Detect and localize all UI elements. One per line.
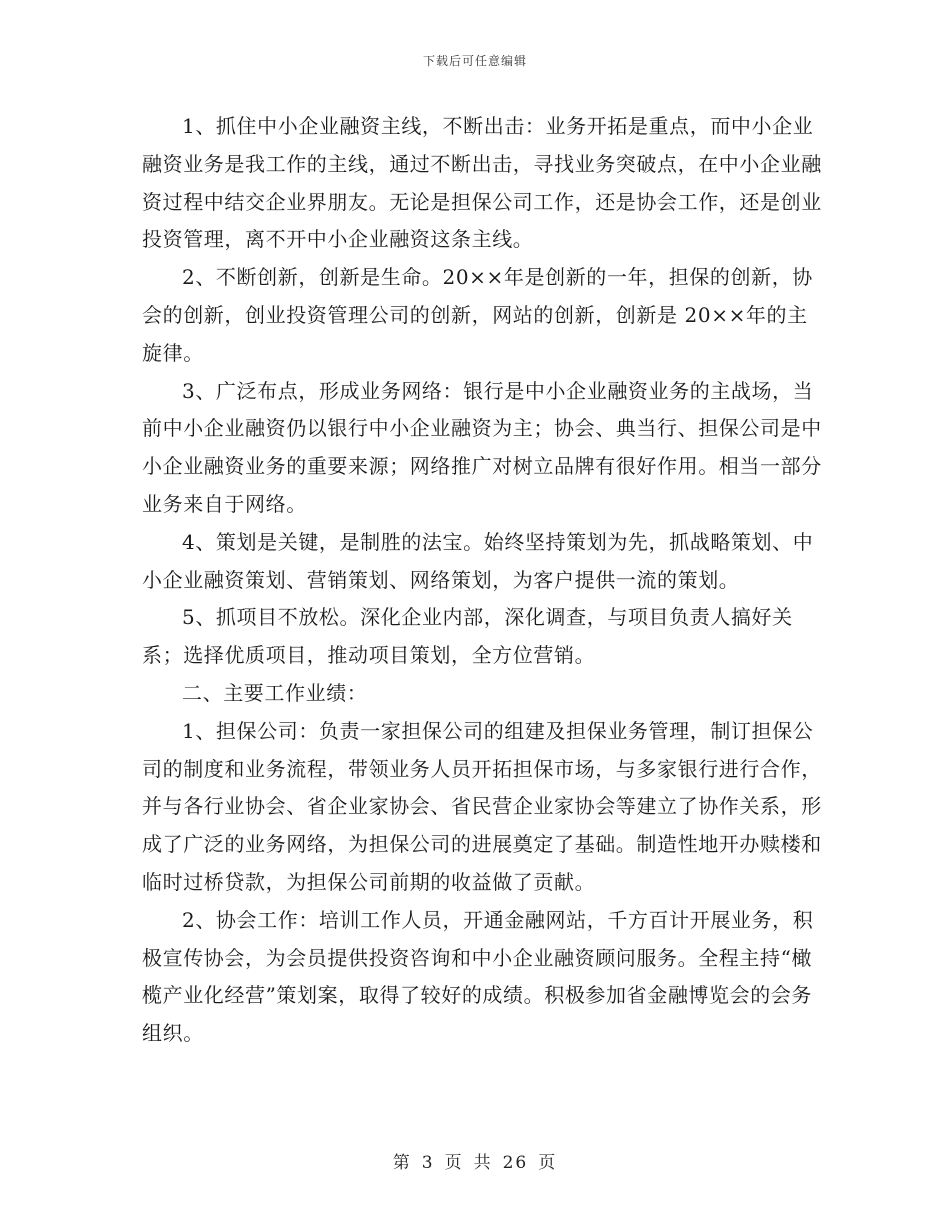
paragraph-strategy-2: 2、不断创新，创新是生命。20××年是创新的一年，担保的创新，协会的创新，创业投资管理公司的创新，网站的创新，创新是 20××年的主旋律。	[142, 265, 813, 365]
page-number-current: 3	[421, 1153, 435, 1173]
section-heading: 二、主要工作业绩：	[182, 680, 368, 705]
paragraph-strategy-3: 3、广泛布点，形成业务网络：银行是中小企业融资业务的主战场，当前中小企业融资仍以银行中小企业融资为主；协会、典当行、担保公司是中小企业融资业务的重要来源；网络推广对树立品牌有很好作用。相当一部分业务来自于网络。	[142, 378, 822, 516]
page-footer	[0, 1148, 950, 1173]
page-header: 下载后可任意编辑	[422, 54, 527, 68]
page-total-prefix: 共	[473, 1153, 493, 1173]
page-number-total: 26	[502, 1153, 529, 1173]
paragraph-strategy-1: 1、抓住中小企业融资主线，不断出击：业务开拓是重点，而中小企业融资业务是我工作的主线，通过不断出击，寻找业务突破点，在中小企业融资过程中结交企业界朋友。无论是担保公司工作，还是协会工作，还是创业投资管理，离不开中小企业融资这条主线。	[142, 114, 822, 252]
document-body	[142, 108, 828, 1053]
page-prefix: 第	[392, 1153, 412, 1173]
page-suffix: 页	[538, 1153, 558, 1173]
paragraph-strategy-5: 5、抓项目不放松。深化企业内部，深化调查，与项目负责人搞好关系；选择优质项目，推动项目策划，全方位营销。	[142, 605, 793, 668]
paragraph-achievement-1: 1、担保公司：负责一家担保公司的组建及担保业务管理，制订担保公司的制度和业务流程，带领业务人员开拓担保市场，与多家银行进行合作，并与各行业协会、省企业家协会、省民营企业家协会等建立了协作关系，形成了广泛的业务网络，为担保公司的进展奠定了基础。制造性地开办赎楼和临时过桥贷款，为担保公司前期的收益做了贡献。	[142, 718, 822, 894]
paragraph-strategy-4: 4、策划是关键，是制胜的法宝。始终坚持策划为先，抓战略策划、中小企业融资策划、营销策划、网络策划，为客户提供一流的策划。	[142, 529, 814, 592]
page-mid: 页	[444, 1153, 464, 1173]
paragraph-achievement-2: 2、协会工作：培训工作人员，开通金融网站，千方百计开展业务，积极宣传协会，为会员提供投资咨询和中小企业融资顾问服务。全程主持“橄榄产业化经营”策划案，取得了较好的成绩。积极参加省金融博览会的会务组织。	[142, 907, 814, 1046]
